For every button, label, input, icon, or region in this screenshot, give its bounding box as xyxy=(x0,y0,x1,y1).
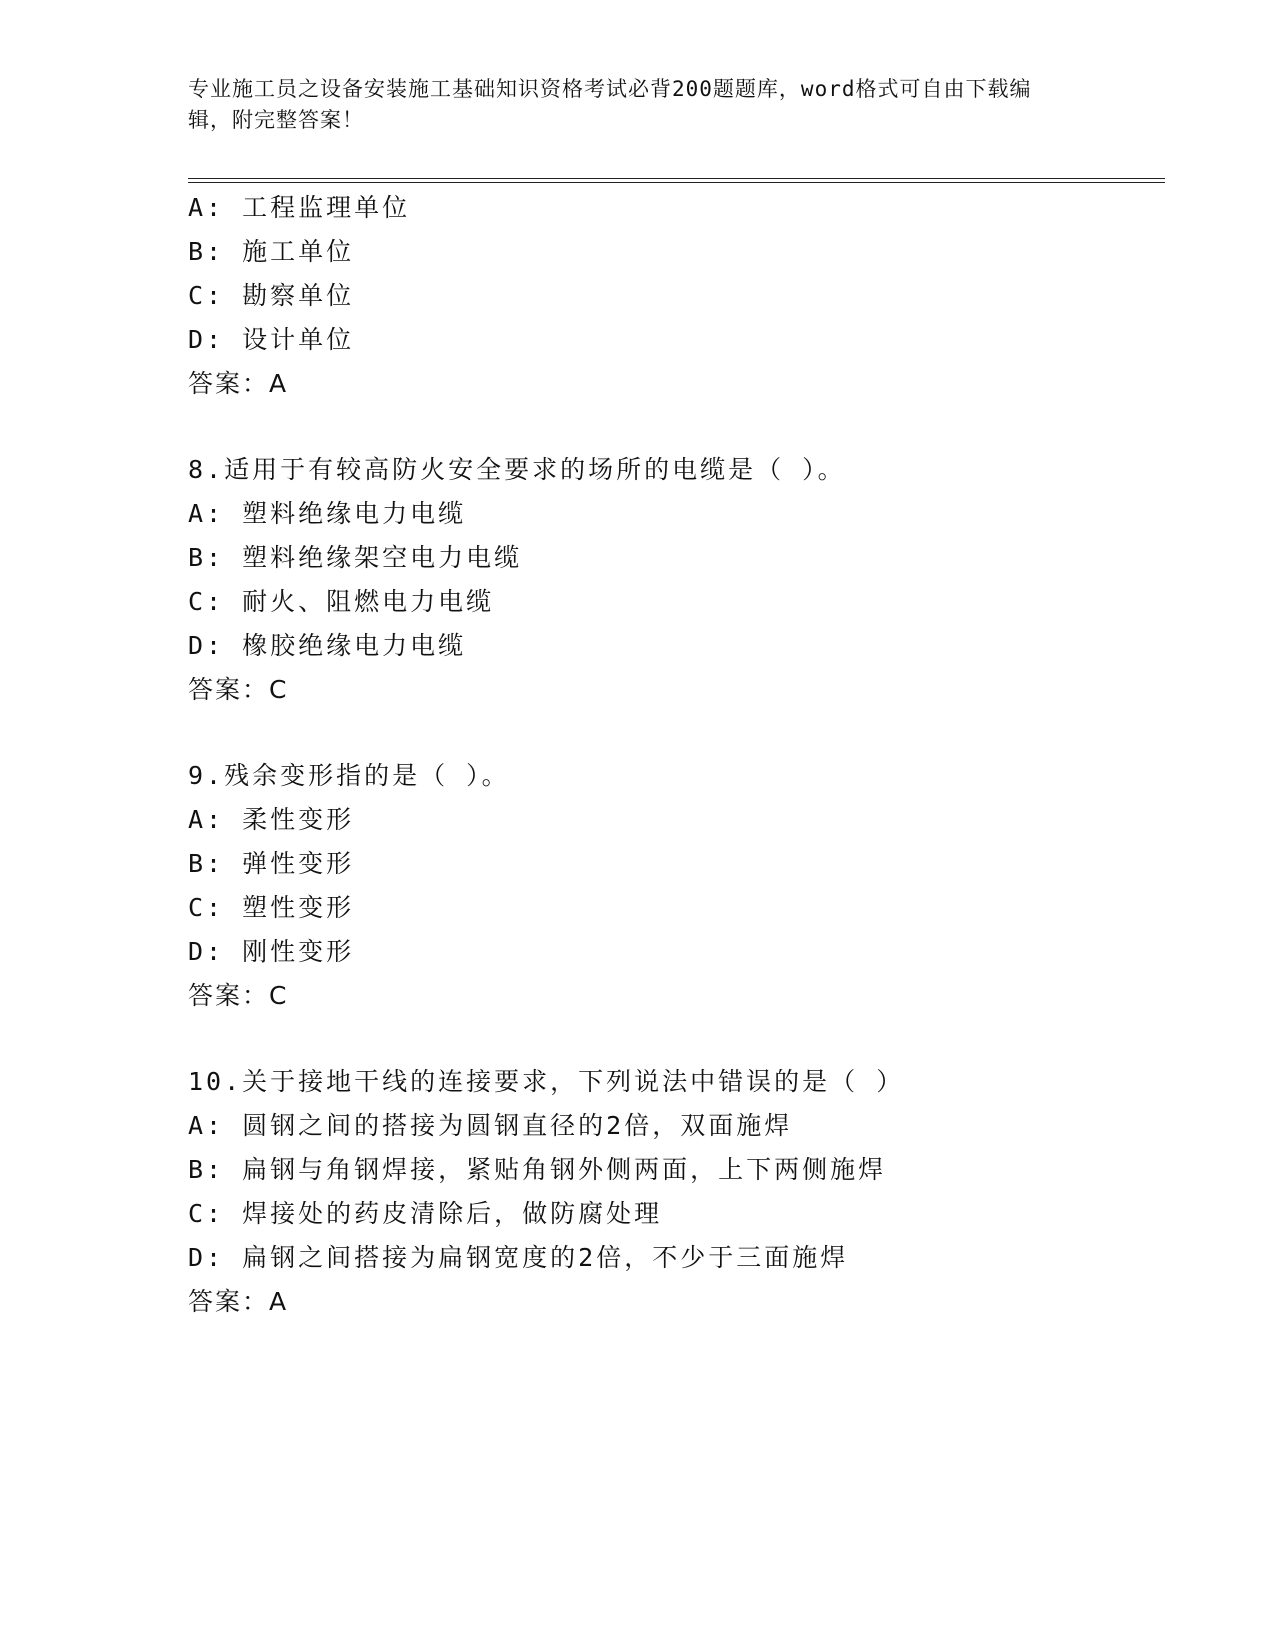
q7-option-d: D: 设计单位 xyxy=(188,325,355,354)
q10-option-a: A: 圆钢之间的搭接为圆钢直径的2倍，双面施焊 xyxy=(188,1111,793,1140)
q10-option-b: B: 扁钢与角钢焊接，紧贴角钢外侧两面，上下两侧施焊 xyxy=(188,1155,887,1184)
q7-option-c: C: 勘察单位 xyxy=(188,281,355,310)
q9-option-c: C: 塑性变形 xyxy=(188,893,355,922)
q8-option-c: C: 耐火、阻燃电力电缆 xyxy=(188,587,495,616)
q8-stem: 8.适用于有较高防火安全要求的场所的电缆是（ ）。 xyxy=(188,455,846,484)
q8-option-b: B: 塑料绝缘架空电力电缆 xyxy=(188,543,523,572)
q8-option-d: D: 橡胶绝缘电力电缆 xyxy=(188,631,467,660)
q10-stem: 10.关于接地干线的连接要求，下列说法中错误的是（ ） xyxy=(188,1067,905,1096)
q7-option-a: A: 工程监理单位 xyxy=(188,193,411,222)
q9-option-b: B: 弹性变形 xyxy=(188,849,355,878)
header-divider-top xyxy=(188,178,1165,179)
q9-stem: 9.残余变形指的是（ ）。 xyxy=(188,761,510,790)
q10-answer: 答案：A xyxy=(188,1287,289,1316)
header-divider-bottom xyxy=(188,182,1165,183)
q7-option-b: B: 施工单位 xyxy=(188,237,355,266)
q8-answer: 答案：C xyxy=(188,675,289,704)
q10-option-c: C: 焊接处的药皮清除后，做防腐处理 xyxy=(188,1199,663,1228)
q9-answer: 答案：C xyxy=(188,981,289,1010)
document-header: 专业施工员之设备安装施工基础知识资格考试必背200题题库，word格式可自由下载编辑，附完整答案！ xyxy=(188,77,1032,132)
q7-answer: 答案：A xyxy=(188,369,289,398)
q9-option-a: A: 柔性变形 xyxy=(188,805,355,834)
q10-option-d: D: 扁钢之间搭接为扁钢宽度的2倍，不少于三面施焊 xyxy=(188,1243,849,1272)
q9-option-d: D: 刚性变形 xyxy=(188,937,355,966)
q8-option-a: A: 塑料绝缘电力电缆 xyxy=(188,499,467,528)
